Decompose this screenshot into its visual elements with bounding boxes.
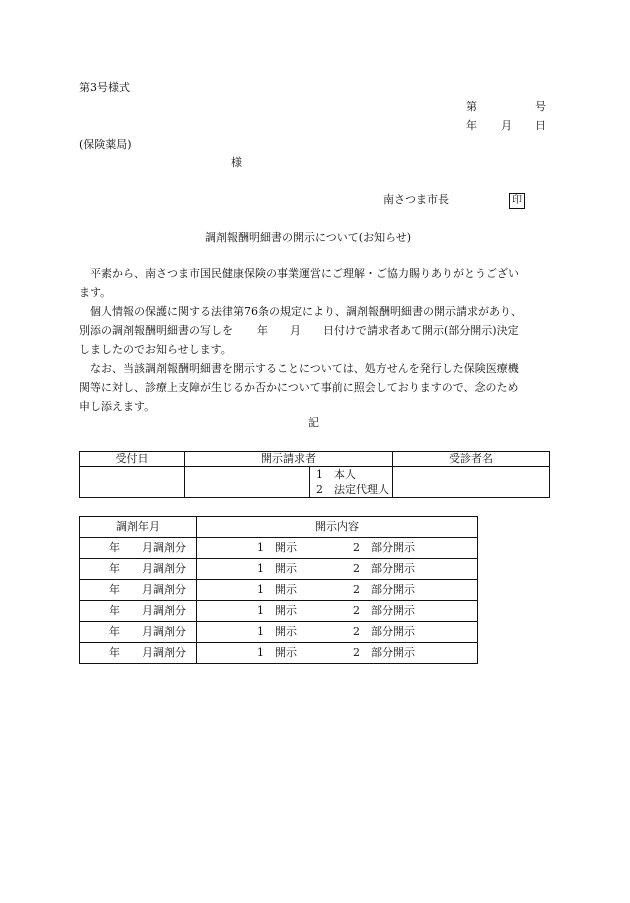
dispensing-month-cell[interactable]: 年 月調剤分 (80, 580, 197, 601)
table-row (80, 559, 478, 580)
date-year: 年 (466, 119, 477, 132)
option-partial-disclose[interactable]: 2 部分開示 (353, 541, 415, 554)
table-row (80, 538, 478, 559)
body-line: ます。 (79, 286, 112, 299)
option-partial-disclose[interactable]: 2 部分開示 (353, 646, 415, 659)
disclosure-content-cell (197, 622, 478, 643)
option-disclose[interactable]: 1 開示 (257, 604, 297, 617)
option-self: 1 本人 (316, 468, 356, 481)
requester-name-cell[interactable] (185, 467, 310, 498)
reception-date-cell[interactable] (80, 467, 185, 498)
seal-stamp: 印 (509, 193, 525, 209)
sender-name: 南さつま市長 (383, 193, 449, 206)
disclosure-content-cell (197, 580, 478, 601)
body-line-with-date (79, 321, 549, 340)
recipient-pharmacy: (保険薬局) (79, 138, 132, 151)
table-header-row (80, 517, 478, 538)
option-partial-disclose[interactable]: 2 部分開示 (353, 604, 415, 617)
option-disclose[interactable]: 1 開示 (257, 646, 297, 659)
dispensing-month-cell[interactable]: 年 月調剤分 (80, 559, 197, 580)
option-disclose[interactable]: 1 開示 (257, 541, 297, 554)
option-partial-disclose[interactable]: 2 部分開示 (353, 562, 415, 575)
body-line: なお、当該調剤報酬明細書を開示することについては、処方せんを発行した保険医療機 (90, 362, 519, 375)
document-title: 調剤報酬明細書の開示について(お知らせ) (205, 231, 412, 244)
disclosure-content-cell (197, 559, 478, 580)
header-disclosure-content: 開示内容 (197, 517, 478, 538)
header-reception-date: 受付日 (80, 452, 185, 467)
table-row (80, 622, 478, 643)
dispensing-month-cell[interactable]: 年 月調剤分 (80, 643, 197, 664)
table-row (80, 643, 478, 664)
body-text (79, 264, 549, 416)
disclosure-table (79, 516, 478, 664)
body-line: 申し添えます。 (79, 400, 156, 413)
ki-marker: 記 (308, 416, 319, 429)
table-header-row (80, 452, 550, 467)
option-partial-disclose[interactable]: 2 部分開示 (353, 625, 415, 638)
dispensing-month-cell[interactable]: 年 月調剤分 (80, 622, 197, 643)
doc-number-dai: 第 (466, 100, 477, 113)
body-date-month: 月 (290, 324, 301, 337)
table-row (80, 580, 478, 601)
option-disclose[interactable]: 1 開示 (257, 562, 297, 575)
option-disclose[interactable]: 1 開示 (257, 583, 297, 596)
body-date-year: 年 (257, 324, 268, 337)
option-partial-disclose[interactable]: 2 部分開示 (353, 583, 415, 596)
disclosure-content-cell (197, 601, 478, 622)
dispensing-month-cell[interactable]: 年 月調剤分 (80, 601, 197, 622)
table-row (80, 601, 478, 622)
table-row (80, 467, 550, 498)
body-segment: 別添の調剤報酬明細書の写しを (79, 324, 233, 337)
date-month: 月 (501, 119, 512, 132)
request-table (79, 451, 550, 498)
header-dispensing-month: 調剤年月 (80, 517, 197, 538)
body-line: 関等に対し、診療上支障が生じるか否かについて事前に照会しておりますので、念のため (79, 381, 519, 394)
header-requester: 開示請求者 (185, 452, 393, 467)
option-legal-rep: 2 法定代理人 (316, 483, 389, 496)
dispensing-month-cell[interactable]: 年 月調剤分 (80, 538, 197, 559)
header-patient-name: 受診者名 (393, 452, 550, 467)
date-day: 日 (535, 119, 546, 132)
disclosure-content-cell (197, 538, 478, 559)
body-segment: 日付けで請求者あて開示(部分開示)決定 (323, 324, 519, 337)
disclosure-content-cell (197, 643, 478, 664)
body-line: 平素から、南さつま市国民健康保険の事業運営にご理解・ご協力賜りありがとうござい (90, 267, 519, 280)
form-number: 第3号様式 (79, 81, 130, 94)
doc-number-go: 号 (535, 100, 546, 113)
requester-type-cell (310, 467, 393, 498)
option-disclose[interactable]: 1 開示 (257, 625, 297, 638)
patient-name-cell[interactable] (393, 467, 550, 498)
recipient-sama: 様 (231, 156, 242, 169)
body-line: しましたのでお知らせします。 (79, 343, 232, 356)
body-line: 個人情報の保護に関する法律第76条の規定により、調剤報酬明細書の開示請求があり、 (90, 305, 522, 318)
